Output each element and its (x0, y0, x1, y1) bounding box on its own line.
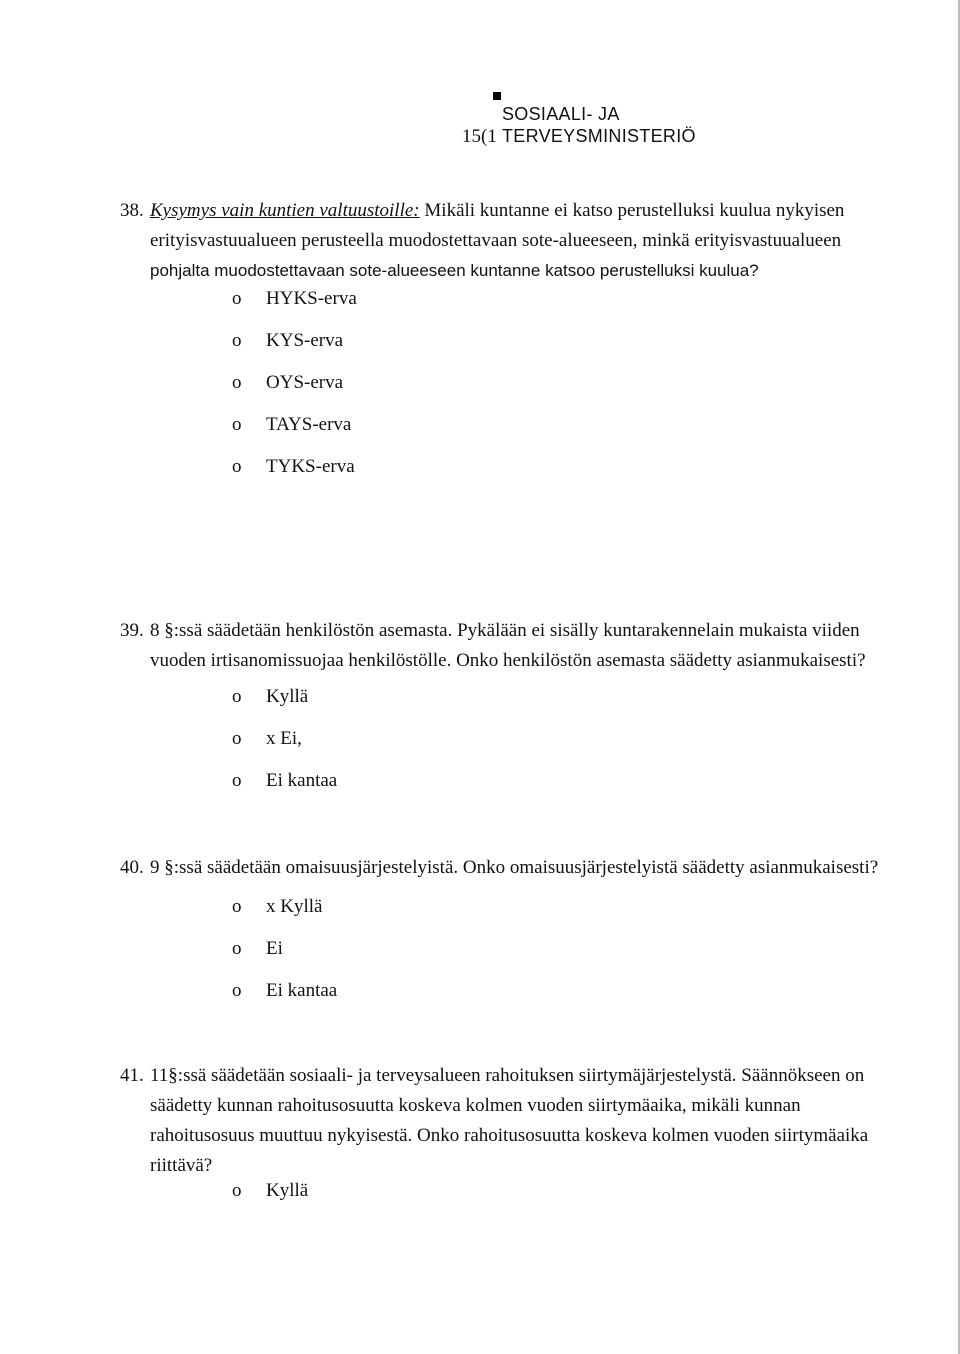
question-40-line-1 (120, 853, 900, 883)
option-oys-erva[interactable] (232, 368, 357, 410)
question-40-number: 40. (120, 857, 144, 878)
question-40 (120, 853, 900, 883)
question-38-line-2: erityisvastuualueen perusteella muodostettavaan sote-alueeseen, minkä erityisvastuualueen (150, 230, 842, 251)
option-marker: o (232, 456, 242, 477)
option-ei[interactable] (232, 724, 337, 766)
question-40-text: 9 §:ssä säädetään omaisuusjärjestelyistä. Onko omaisuusjärjestelyistä säädetty asianmukaisesti? (150, 857, 879, 878)
option-ei-kantaa[interactable] (232, 976, 337, 1018)
question-39-line-2: vuoden irtisanomissuojaa henkilöstölle. Onko henkilöstön asemasta säädetty asianmukaisesti? (150, 650, 866, 671)
option-tays-erva[interactable] (232, 410, 357, 452)
question-38-lead: Kysymys vain kuntien valtuustoille: (150, 200, 420, 221)
question-41-text: 11§:ssä säädetään sosiaali- ja terveysalueen rahoituksen siirtymäjärjestelystä. Säännökseen on (150, 1065, 865, 1086)
option-marker: o (232, 980, 242, 1001)
question-39 (120, 616, 900, 676)
option-label: Kyllä (266, 1180, 309, 1201)
question-41 (120, 1061, 900, 1181)
question-38-number: 38. (120, 200, 144, 221)
option-tyks-erva[interactable] (232, 452, 357, 494)
org-line-1: SOSIAALI- JA (502, 104, 620, 124)
option-marker: o (232, 938, 242, 959)
question-39-line-1 (120, 616, 900, 646)
option-label: x Ei, (266, 728, 302, 749)
option-ei-kantaa[interactable] (232, 766, 337, 808)
question-38-line-3: pohjalta muodostettavaan sote-alueeseen kuntanne katsoo perustelluksi kuulua? (150, 261, 759, 280)
option-label: Ei kantaa (266, 770, 338, 791)
question-41-line-1 (120, 1061, 900, 1091)
page-number: 15(1 (462, 126, 497, 147)
option-label: KYS-erva (266, 330, 344, 351)
option-label: x Kyllä (266, 896, 323, 917)
option-label: OYS-erva (266, 372, 344, 393)
option-marker: o (232, 770, 242, 791)
question-38-line-1-rest: Mikäli kuntanne ei katso perustelluksi kuulua nykyisen (424, 200, 845, 221)
question-41-line-3: rahoitusosuus muuttuu nykyisestä. Onko rahoitusosuutta koskeva kolmen vuoden siirtymäaika (150, 1125, 869, 1146)
question-41-line-2: säädetty kunnan rahoitusosuutta koskeva kolmen vuoden siirtymäaika, mikäli kunnan (150, 1095, 801, 1116)
option-label: Kyllä (266, 686, 309, 707)
option-marker: o (232, 330, 242, 351)
question-38-line-1 (120, 196, 900, 226)
question-39-text: 8 §:ssä säädetään henkilöstön asemasta. Pykälään ei sisälly kuntarakennelain mukaista viiden (150, 620, 860, 641)
option-label: TAYS-erva (266, 414, 352, 435)
org-line-2: TERVEYSMINISTERIÖ (502, 126, 696, 146)
option-label: TYKS-erva (266, 456, 355, 477)
option-marker: o (232, 372, 242, 393)
option-kylla[interactable] (232, 892, 337, 934)
question-39-number: 39. (120, 620, 144, 641)
option-kys-erva[interactable] (232, 326, 357, 368)
question-38 (120, 196, 900, 286)
option-marker: o (232, 728, 242, 749)
question-38-options (232, 284, 357, 494)
option-label: HYKS-erva (266, 288, 357, 309)
question-41-line-4: riittävä? (150, 1155, 213, 1176)
header-bullet (493, 92, 501, 100)
option-marker: o (232, 686, 242, 707)
option-label: Ei (266, 938, 283, 959)
option-marker: o (232, 896, 242, 917)
option-marker: o (232, 288, 242, 309)
question-40-options (232, 892, 337, 1018)
question-41-options (232, 1176, 308, 1218)
question-41-number: 41. (120, 1065, 144, 1086)
question-39-options (232, 682, 337, 808)
option-label: Ei kantaa (266, 980, 338, 1001)
option-kylla[interactable] (232, 682, 337, 724)
option-marker: o (232, 414, 242, 435)
option-hyks-erva[interactable] (232, 284, 357, 326)
option-kylla[interactable] (232, 1176, 308, 1218)
option-ei[interactable] (232, 934, 337, 976)
option-marker: o (232, 1180, 242, 1201)
